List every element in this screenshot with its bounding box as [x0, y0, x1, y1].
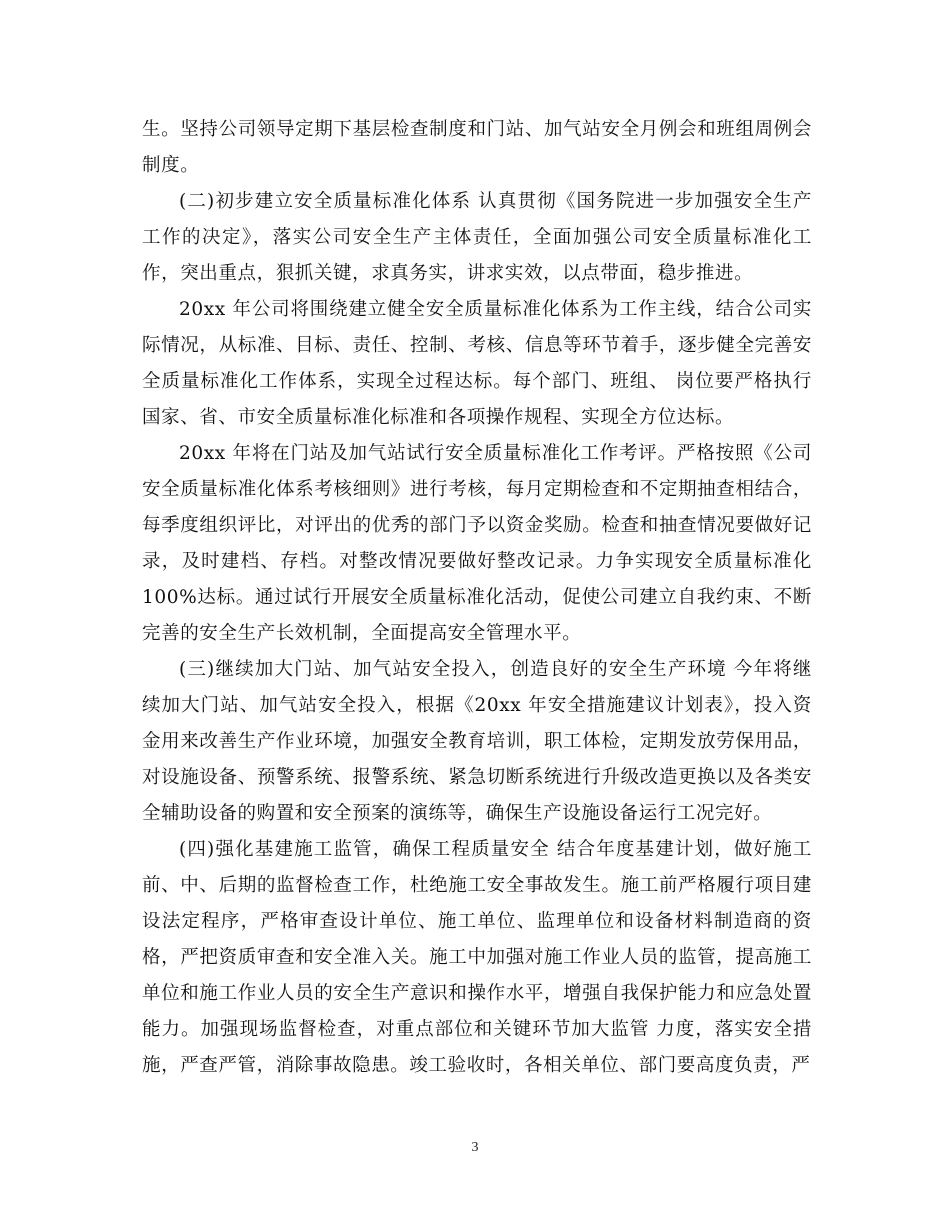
paragraph-section-4: (四)强化基建施工监管，确保工程质量安全 结合年度基建计划，做好施工前、中、后期的监督检查工作，杜绝施工安全事故发生。施工前严格履行项目建设法定程序，严格审查设计单位、施工单位、监理单位和设备材料制造商的资格，严把资质审查和安全准入关。施工中加强对施工作业人员的监管，提高施工单位和施工作业人员的安全生产意识和操作水平，增强自我保护能力和应急处置能力。加强现场监督检查，对重点部位和关键环节加大监管 力度，落实安全措施，严查严管，消除事故隐患。竣工验收时，各相关单位、部门要高度负责，严: [142, 839, 812, 1076]
paragraph-continuation: 生。坚持公司领导定期下基层检查制度和门站、加气站安全月例会和班组周例会制度。: [142, 119, 812, 176]
paragraph-standardization-plan: 20xx 年公司将围绕建立健全安全质量标准化体系为工作主线，结合公司实际情况，从标准、目标、责任、控制、考核、信息等环节着手，逐步健全完善安全质量标准化工作体系，实现全过程达标。每个部门、班组、 岗位要严格执行国家、省、市安全质量标准化标准和各项操作规程、实现全方位达标。: [142, 299, 812, 428]
paragraph-section-2: (二)初步建立安全质量标准化体系 认真贯彻《国务院进一步加强安全生产工作的决定》，落实公司安全生产主体责任，全面加强公司安全质量标准化工作，突出重点，狠抓关键，求真务实，讲求实效，以点带面，稳步推进。: [142, 191, 812, 284]
page-number: 3: [471, 1140, 479, 1155]
paragraph-evaluation: 20xx 年将在门站及加气站试行安全质量标准化工作考评。严格按照《公司安全质量标准化体系考核细则》进行考核，每月定期检查和不定期抽查相结合，每季度组织评比，对评出的优秀的部门予以资金奖励。检查和抽查情况要做好记录，及时建档、存档。对整改情况要做好整改记录。力争实现安全质量标准化100%达标。通过试行开展安全质量标准化活动，促使公司建立自我约束、不断完善的安全生产长效机制，全面提高安全管理水平。: [142, 443, 812, 644]
document-body: [142, 112, 812, 1084]
paragraph-section-3: (三)继续加大门站、加气站安全投入，创造良好的安全生产环境 今年将继续加大门站、加气站安全投入，根据《20xx 年安全措施建议计划表》，投入资金用来改善生产作业环境，加强安全教育培训，职工体检，定期发放劳保用品，对设施设备、预警系统、报警系统、紧急切断系统进行升级改造更换以及各类安全辅助设备的购置和安全预案的演练等，确保生产设施设备运行工况完好。: [142, 659, 812, 824]
